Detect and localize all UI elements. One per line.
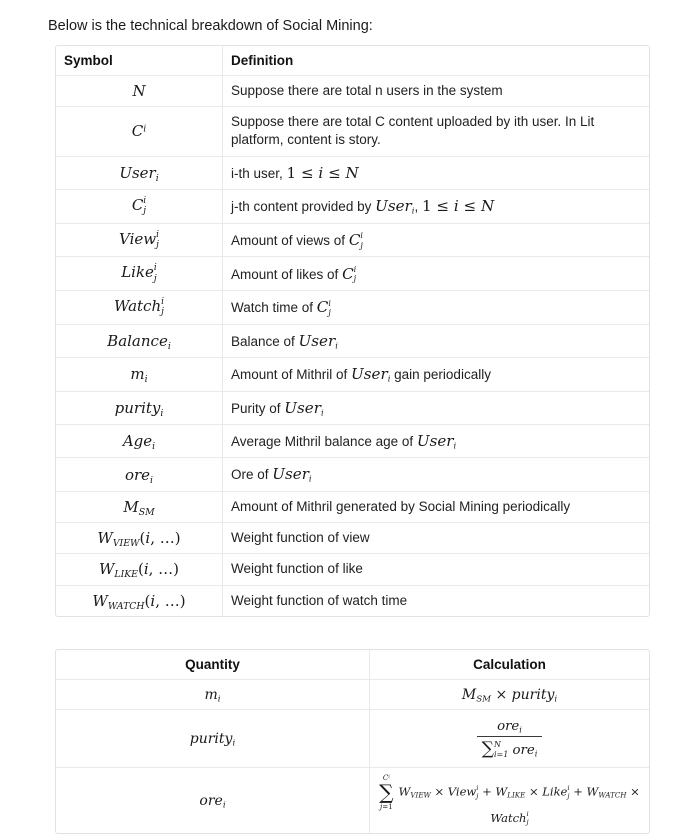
subscript: WATCH bbox=[107, 600, 145, 612]
stack-subscript: j bbox=[360, 239, 363, 250]
stack-superscript: i bbox=[567, 783, 570, 792]
math-roman-seg: + bbox=[478, 784, 496, 799]
sup-sub-stack bbox=[161, 297, 164, 318]
subscript: i bbox=[534, 748, 538, 759]
stack-superscript: i bbox=[476, 783, 479, 792]
sup-sub-stack bbox=[143, 196, 146, 217]
math-roman-seg: , …) bbox=[148, 560, 180, 579]
calculation-cell bbox=[369, 709, 649, 767]
superscript: i bbox=[388, 774, 390, 780]
math-seg: i bbox=[145, 529, 151, 548]
math-seg: Like bbox=[121, 263, 154, 282]
stack-subscript: j bbox=[328, 307, 331, 318]
math-roman-seg: , …) bbox=[155, 591, 186, 610]
stack-superscript: i bbox=[353, 264, 357, 275]
subscript: i bbox=[335, 340, 338, 351]
subscript: i bbox=[453, 440, 457, 451]
definition-cell bbox=[222, 223, 649, 257]
text-seg: Balance of bbox=[231, 333, 299, 349]
quantity-cell bbox=[56, 679, 369, 709]
summation-lower-limit bbox=[380, 803, 393, 811]
symbol-table-head bbox=[56, 46, 649, 75]
symbol-row bbox=[56, 553, 649, 584]
subscript: i bbox=[167, 340, 171, 352]
math-roman-seg: × bbox=[430, 784, 448, 799]
math-roman-seg: ≤ bbox=[458, 197, 481, 216]
definition-cell bbox=[222, 256, 649, 290]
text-seg: gain periodically bbox=[390, 367, 491, 383]
symbol-row bbox=[56, 223, 649, 257]
math-seg: User bbox=[284, 398, 321, 417]
text-seg: Suppose there are total C content uploaded by ith user. In Lit platform, content is story. bbox=[231, 114, 595, 148]
symbol-cell bbox=[56, 106, 222, 155]
math-seg: W bbox=[92, 591, 108, 610]
definition-cell bbox=[222, 391, 649, 424]
document-page bbox=[0, 18, 700, 838]
quantity-cell bbox=[56, 709, 369, 767]
symbol-row bbox=[56, 75, 649, 106]
symbol-table-header-row bbox=[56, 46, 649, 75]
fraction bbox=[477, 718, 543, 759]
definition-column-header: Definition bbox=[222, 46, 649, 75]
text-seg: Suppose there are total n users in the system bbox=[231, 83, 503, 98]
stack-superscript: i bbox=[161, 297, 165, 308]
calculation-table-body bbox=[56, 679, 649, 833]
math-seg: W bbox=[586, 784, 599, 799]
symbol-row bbox=[56, 491, 649, 522]
text-seg: Amount of Mithril generated by Social Mining periodically bbox=[231, 498, 571, 514]
math-seg: User bbox=[375, 197, 412, 216]
sup-sub-stack bbox=[494, 740, 508, 758]
symbol-cell bbox=[56, 223, 222, 257]
text-seg: Weight function of watch time bbox=[231, 592, 408, 608]
stack-subscript: j bbox=[353, 273, 357, 284]
math-seg: C bbox=[342, 264, 354, 283]
subscript: i bbox=[217, 694, 221, 705]
math-seg: View bbox=[447, 784, 477, 799]
symbol-cell bbox=[56, 256, 222, 290]
subscript: SM bbox=[138, 506, 155, 518]
math-seg: purity bbox=[189, 730, 233, 747]
math-seg: M bbox=[123, 497, 139, 516]
math-seg: m bbox=[204, 686, 218, 703]
math-seg: purity bbox=[511, 686, 555, 703]
math-seg: View bbox=[119, 229, 157, 248]
symbol-table bbox=[55, 45, 650, 617]
math-seg: User bbox=[351, 365, 388, 384]
sup-sub-stack bbox=[526, 811, 528, 827]
math-seg: Watch bbox=[490, 810, 527, 825]
text-seg: Amount of Mithril of bbox=[231, 367, 352, 383]
definition-cell bbox=[222, 156, 649, 189]
symbol-cell bbox=[56, 522, 222, 553]
subscript: VIEW bbox=[410, 790, 431, 800]
subscript: VIEW bbox=[112, 537, 140, 549]
quantity-cell bbox=[56, 767, 369, 833]
symbol-cell bbox=[56, 553, 222, 584]
text-seg: Weight function of view bbox=[231, 530, 370, 546]
subscript: i bbox=[308, 473, 312, 484]
definition-cell bbox=[222, 189, 649, 223]
math-seg: ore bbox=[512, 742, 535, 758]
math-seg: j bbox=[379, 801, 383, 811]
text-seg: Average Mithril balance age of bbox=[231, 434, 417, 450]
symbol-row bbox=[56, 357, 649, 390]
subscript: i bbox=[222, 800, 226, 811]
sup-sub-stack bbox=[360, 231, 363, 250]
math-roman-seg: , …) bbox=[150, 529, 181, 548]
math-seg: i bbox=[143, 560, 149, 579]
definition-cell bbox=[222, 357, 649, 390]
math-roman-seg: 1 ≤ bbox=[286, 163, 319, 182]
subscript: i bbox=[155, 172, 159, 184]
math-seg: C bbox=[131, 196, 144, 215]
symbol-row bbox=[56, 391, 649, 424]
math-seg: Age bbox=[122, 432, 153, 451]
summation bbox=[379, 774, 393, 811]
symbol-cell bbox=[56, 324, 222, 357]
math-seg: User bbox=[119, 163, 156, 182]
math-roman-seg: × bbox=[626, 784, 640, 799]
text-seg: Amount of views of bbox=[231, 232, 349, 248]
subscript: LIKE bbox=[114, 569, 138, 581]
symbol-row bbox=[56, 156, 649, 189]
definition-cell bbox=[222, 106, 649, 155]
stack-subscript: i=1 bbox=[493, 749, 509, 759]
stack-subscript: j bbox=[156, 240, 159, 251]
fraction-numerator bbox=[477, 718, 543, 737]
sup-sub-stack bbox=[354, 265, 357, 284]
text-seg: Purity of bbox=[231, 400, 285, 416]
math-seg: C bbox=[348, 230, 361, 249]
symbol-row bbox=[56, 457, 649, 490]
calculation-table bbox=[55, 649, 650, 834]
stack-subscript: j bbox=[143, 206, 147, 217]
stack-subscript: j bbox=[567, 791, 570, 800]
math-seg: i bbox=[453, 197, 459, 216]
calc-row bbox=[56, 709, 649, 767]
symbol-cell bbox=[56, 156, 222, 189]
subscript: i bbox=[144, 374, 148, 386]
intro-text: Below is the technical breakdown of Social Mining: bbox=[48, 18, 373, 34]
stack-superscript: i bbox=[153, 263, 157, 274]
symbol-cell bbox=[56, 424, 222, 457]
text-seg: Weight function of like bbox=[231, 561, 363, 577]
text-seg: i-th user, bbox=[231, 165, 287, 181]
math-seg: User bbox=[272, 465, 309, 484]
symbol-row bbox=[56, 106, 649, 155]
subscript: i bbox=[519, 724, 522, 735]
symbol-row bbox=[56, 324, 649, 357]
subscript: i bbox=[160, 407, 164, 419]
calc-row bbox=[56, 679, 649, 709]
math-seg: N bbox=[345, 163, 359, 182]
superscript: i bbox=[143, 123, 147, 135]
symbol-cell bbox=[56, 75, 222, 106]
subscript: i bbox=[150, 474, 154, 486]
calc-row bbox=[56, 767, 649, 833]
subscript: i bbox=[320, 407, 324, 418]
definition-cell bbox=[222, 522, 649, 553]
sup-sub-stack bbox=[328, 299, 331, 318]
sigma-symbol: ∑ bbox=[379, 779, 394, 804]
symbol-row bbox=[56, 256, 649, 290]
math-seg: N bbox=[132, 82, 146, 101]
definition-cell bbox=[222, 424, 649, 457]
calculation-cell bbox=[369, 679, 649, 709]
symbol-row bbox=[56, 189, 649, 223]
fraction-denominator bbox=[477, 737, 543, 759]
definition-cell bbox=[222, 553, 649, 584]
math-seg: W bbox=[398, 784, 411, 799]
math-roman-seg: × bbox=[491, 686, 512, 703]
definition-cell bbox=[222, 585, 649, 616]
math-seg: i bbox=[150, 591, 156, 610]
math-seg: W bbox=[97, 529, 113, 548]
symbol-column-header: Symbol bbox=[64, 53, 113, 68]
symbol-cell bbox=[56, 357, 222, 390]
math-roman-seg: ( bbox=[139, 529, 146, 548]
subscript: i bbox=[387, 373, 391, 384]
math-seg: ore bbox=[124, 465, 151, 484]
stack-superscript: i bbox=[143, 196, 147, 207]
math-seg: C bbox=[382, 772, 389, 782]
stack-superscript: i bbox=[156, 229, 159, 240]
stack-superscript: N bbox=[493, 740, 501, 750]
symbol-row bbox=[56, 424, 649, 457]
math-seg: C bbox=[131, 122, 144, 141]
math-seg: purity bbox=[114, 398, 161, 417]
symbol-table-body bbox=[56, 75, 649, 616]
subscript: i bbox=[152, 441, 156, 453]
math-seg: ore bbox=[199, 792, 223, 809]
subscript: LIKE bbox=[507, 790, 526, 800]
subscript: i bbox=[411, 205, 415, 216]
math-seg: C bbox=[316, 298, 329, 317]
definition-cell bbox=[222, 491, 649, 522]
math-seg: User bbox=[298, 331, 336, 350]
stack-superscript: i bbox=[328, 297, 331, 308]
text-seg: Ore of bbox=[231, 467, 273, 483]
calculation-column-header: Calculation bbox=[369, 650, 649, 679]
stack-subscript: j bbox=[526, 817, 529, 826]
math-roman-seg: × bbox=[525, 784, 543, 799]
text-seg: Amount of likes of bbox=[231, 266, 343, 282]
math-roman-seg: ∑ bbox=[481, 738, 494, 759]
symbol-cell bbox=[56, 585, 222, 616]
text-seg: j-th content provided by bbox=[231, 199, 376, 215]
quantity-column-header: Quantity bbox=[185, 656, 240, 672]
text-seg: , bbox=[414, 199, 422, 215]
math-seg: W bbox=[495, 784, 508, 799]
definition-cell bbox=[222, 324, 649, 357]
subscript: i bbox=[232, 738, 236, 749]
math-seg: W bbox=[98, 560, 115, 579]
math-seg: i bbox=[318, 163, 324, 182]
math-seg: User bbox=[416, 432, 454, 451]
symbol-cell bbox=[56, 189, 222, 223]
stack-subscript: j bbox=[161, 307, 164, 318]
math-roman-seg: ( bbox=[137, 560, 144, 579]
math-roman-seg: ( bbox=[144, 591, 151, 610]
stack-subscript: j bbox=[476, 791, 479, 800]
subscript: WATCH bbox=[598, 790, 627, 800]
definition-cell bbox=[222, 290, 649, 324]
calculation-table-header-row bbox=[56, 650, 649, 679]
stack-superscript: i bbox=[360, 230, 363, 241]
symbol-cell bbox=[56, 290, 222, 324]
subscript: i bbox=[554, 694, 558, 705]
subscript: SM bbox=[476, 694, 492, 705]
math-seg: N bbox=[480, 197, 495, 216]
math-seg: Balance bbox=[107, 332, 168, 351]
math-roman-seg: + bbox=[569, 784, 587, 799]
math-seg: M bbox=[461, 686, 477, 703]
definition-cell bbox=[222, 75, 649, 106]
sup-sub-stack bbox=[154, 263, 157, 284]
math-seg: ore bbox=[497, 718, 520, 734]
calculation-table-head bbox=[56, 650, 649, 679]
symbol-cell bbox=[56, 391, 222, 424]
symbol-cell bbox=[56, 491, 222, 522]
symbol-row bbox=[56, 290, 649, 324]
symbol-row bbox=[56, 522, 649, 553]
definition-cell bbox=[222, 457, 649, 490]
symbol-row bbox=[56, 585, 649, 616]
stack-subscript: j bbox=[153, 273, 157, 284]
calculation-cell bbox=[369, 767, 649, 833]
math-seg: Like bbox=[542, 784, 568, 799]
math-roman-seg: =1 bbox=[382, 801, 393, 811]
math-roman-seg: ≤ bbox=[323, 163, 346, 182]
symbol-cell bbox=[56, 457, 222, 490]
text-seg: Watch time of bbox=[231, 300, 317, 316]
stack-superscript: i bbox=[526, 809, 529, 818]
math-roman-seg: 1 ≤ bbox=[421, 197, 454, 216]
math-seg: Watch bbox=[113, 297, 162, 316]
math-seg: m bbox=[130, 365, 145, 384]
sup-sub-stack bbox=[156, 230, 159, 251]
